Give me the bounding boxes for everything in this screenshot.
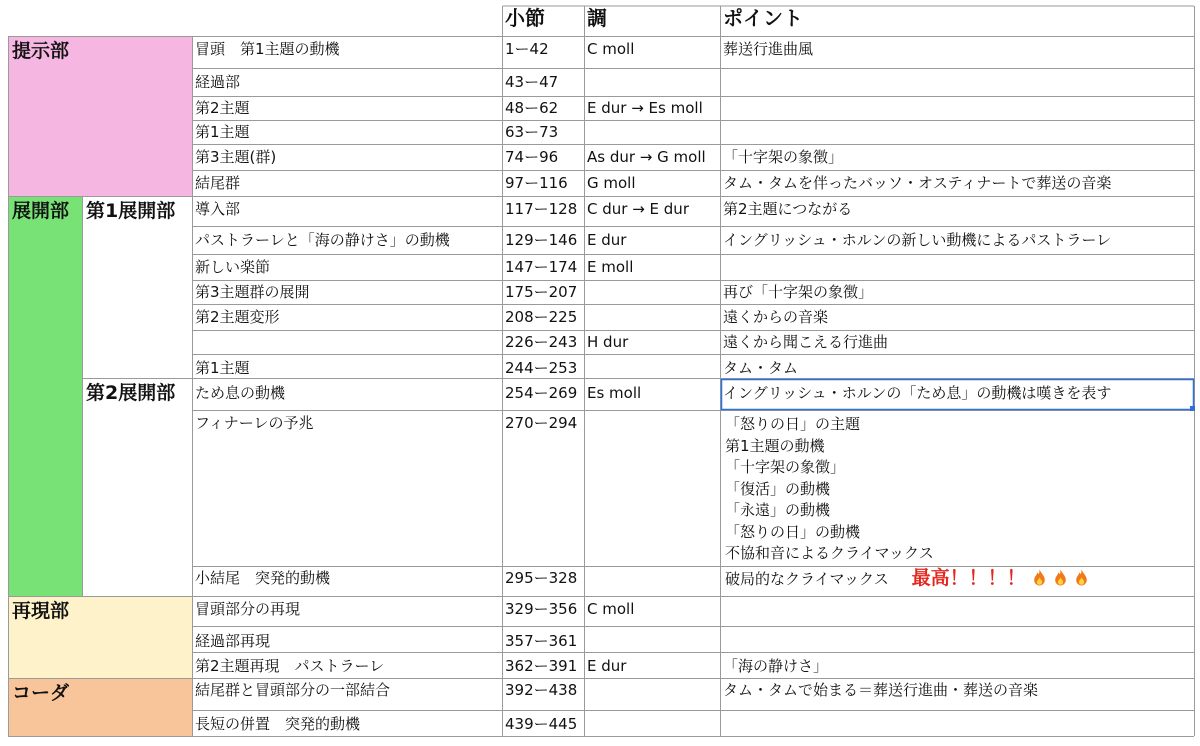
cell-key	[584, 566, 720, 596]
cell-key: E dur → Es moll	[587, 99, 703, 117]
cell-key: C moll	[587, 40, 635, 58]
cell-key	[584, 354, 720, 378]
cell-key: E dur	[587, 657, 627, 675]
cell-measure: 329ー356	[505, 600, 578, 618]
cell-key	[584, 304, 720, 330]
cell-point	[720, 120, 1194, 144]
cell-point	[720, 254, 1194, 280]
cell-part: 新しい楽節	[195, 258, 271, 276]
climax-highlight: 最高！！！！	[911, 567, 1026, 589]
cell-measure: 270ー294	[505, 414, 578, 432]
section-development: 展開部	[8, 196, 82, 596]
cell-key: As dur → G moll	[587, 148, 706, 166]
cell-measure: 97ー116	[505, 174, 568, 192]
point-line: 「怒りの日」の主題	[725, 415, 861, 433]
cell-part: フィナーレの予兆	[195, 414, 314, 432]
cell-point: タム・タムを伴ったバッソ・オスティナートで葬送の音楽	[723, 174, 1112, 192]
point-line: 不協和音によるクライマックス	[725, 544, 934, 562]
cell-part: 第2主題再現 パストラーレ	[195, 657, 385, 675]
header-point: ポイント	[723, 6, 803, 30]
cell-part: 経過部再現	[195, 632, 271, 650]
cell-key: C moll	[587, 600, 635, 618]
point-line: 「復活」の動機	[725, 479, 831, 498]
fire-icon	[1033, 569, 1046, 586]
point-line: 「十字架の象徴」	[725, 458, 846, 476]
section-exposition: 提示部	[8, 36, 192, 196]
cell-part: 長短の併置 突発的動機	[195, 715, 361, 733]
cell-key: Es moll	[587, 384, 642, 402]
cell-measure: 362ー391	[505, 657, 578, 675]
cell-key: E dur	[587, 231, 627, 249]
point-line: 第1主題の動機	[725, 436, 825, 455]
cell-key	[584, 678, 720, 710]
cell-measure: 244ー253	[505, 359, 578, 377]
cell-point	[720, 596, 1194, 626]
section-coda: コーダ	[8, 678, 192, 736]
cell-point	[720, 626, 1194, 652]
cell-part: パストラーレと「海の静けさ」の動機	[195, 231, 450, 249]
cell-part: 小結尾 突発的動機	[195, 569, 331, 587]
cell-key	[584, 710, 720, 736]
cell-point: 葬送行進曲風	[723, 40, 814, 58]
cell-key	[584, 410, 720, 566]
cell-part: 第2主題変形	[195, 308, 280, 326]
cell-part: 冒頭 第1主題の動機	[195, 40, 340, 58]
cell-point: 遠くから聞こえる行進曲	[723, 333, 889, 351]
cell-measure: 74ー96	[505, 148, 559, 166]
cell-part: 第1主題	[195, 123, 250, 141]
cell-measure: 254ー269	[505, 384, 578, 402]
cell-part: ため息の動機	[195, 384, 286, 402]
header-key: 調	[587, 6, 607, 30]
cell-measure: 357ー361	[505, 632, 578, 650]
cell-part: 第2主題	[195, 99, 250, 117]
section-recapitulation: 再現部	[8, 596, 192, 678]
cell-measure: 48ー62	[505, 99, 559, 117]
cell-part: 第3主題(群)	[195, 148, 277, 166]
section-dev1: 第1展開部	[86, 200, 176, 222]
point-line: 「永遠」の動機	[725, 501, 831, 519]
cell-part: 結尾群と冒頭部分の一部結合	[195, 681, 391, 699]
cell-measure: 208ー225	[505, 308, 578, 326]
cell-measure: 117ー128	[505, 200, 578, 218]
cell-point: 再び「十字架の象徴」	[723, 283, 874, 301]
cell-measure: 226ー243	[505, 333, 578, 351]
fire-icon	[1075, 569, 1088, 586]
section-dev2: 第2展開部	[86, 382, 176, 404]
cell-point-climax	[720, 566, 1194, 596]
cell-point: タム・タムで始まる＝葬送行進曲・葬送の音楽	[723, 681, 1039, 699]
cell-part	[192, 330, 502, 354]
cell-key: C dur → E dur	[587, 200, 689, 218]
cell-key: H dur	[587, 333, 629, 351]
cell-point: 「十字架の象徴」	[723, 148, 844, 166]
cell-measure: 63ー73	[505, 123, 559, 141]
cell-point: 第2主題につながる	[723, 200, 853, 218]
cell-key	[584, 68, 720, 96]
cell-measure: 295ー328	[505, 569, 578, 587]
cell-point	[720, 710, 1194, 736]
cell-part: 冒頭部分の再現	[195, 600, 301, 618]
cell-measure: 439ー445	[505, 715, 578, 733]
cell-point	[720, 96, 1194, 120]
cell-key	[584, 626, 720, 652]
point-line: 「怒りの日」の動機	[725, 522, 861, 541]
header-measure: 小節	[505, 6, 545, 30]
cell-part: 結尾群	[195, 174, 241, 192]
cell-key	[584, 120, 720, 144]
cell-part: 導入部	[195, 200, 241, 218]
cell-point	[720, 68, 1194, 96]
cell-part: 第3主題群の展開	[195, 283, 310, 301]
fire-icon	[1054, 569, 1067, 586]
cell-measure: 1ー42	[505, 40, 549, 58]
cell-point: 「海の静けさ」	[723, 657, 829, 675]
cell-measure: 392ー438	[505, 681, 578, 699]
cell-point: 遠くからの音楽	[723, 308, 829, 326]
cell-key: E moll	[587, 258, 634, 276]
cell-point: タム・タム	[723, 359, 799, 377]
cell-measure: 147ー174	[505, 258, 578, 276]
cell-key	[584, 280, 720, 304]
cell-part: 第1主題	[195, 359, 250, 377]
cell-point: イングリッシュ・ホルンの新しい動機によるパストラーレ	[723, 231, 1112, 249]
cell-point-list	[720, 410, 1194, 566]
cell-key: G moll	[587, 174, 636, 192]
cell-point[interactable]: イングリッシュ・ホルンの「ため息」の動機は嘆きを表す	[723, 384, 1112, 402]
climax-text: 破局的なクライマックス	[725, 570, 889, 588]
cell-measure: 129ー146	[505, 231, 578, 249]
cell-part: 経過部	[195, 73, 241, 91]
cell-measure: 175ー207	[505, 283, 578, 301]
cell-measure: 43ー47	[505, 73, 559, 91]
